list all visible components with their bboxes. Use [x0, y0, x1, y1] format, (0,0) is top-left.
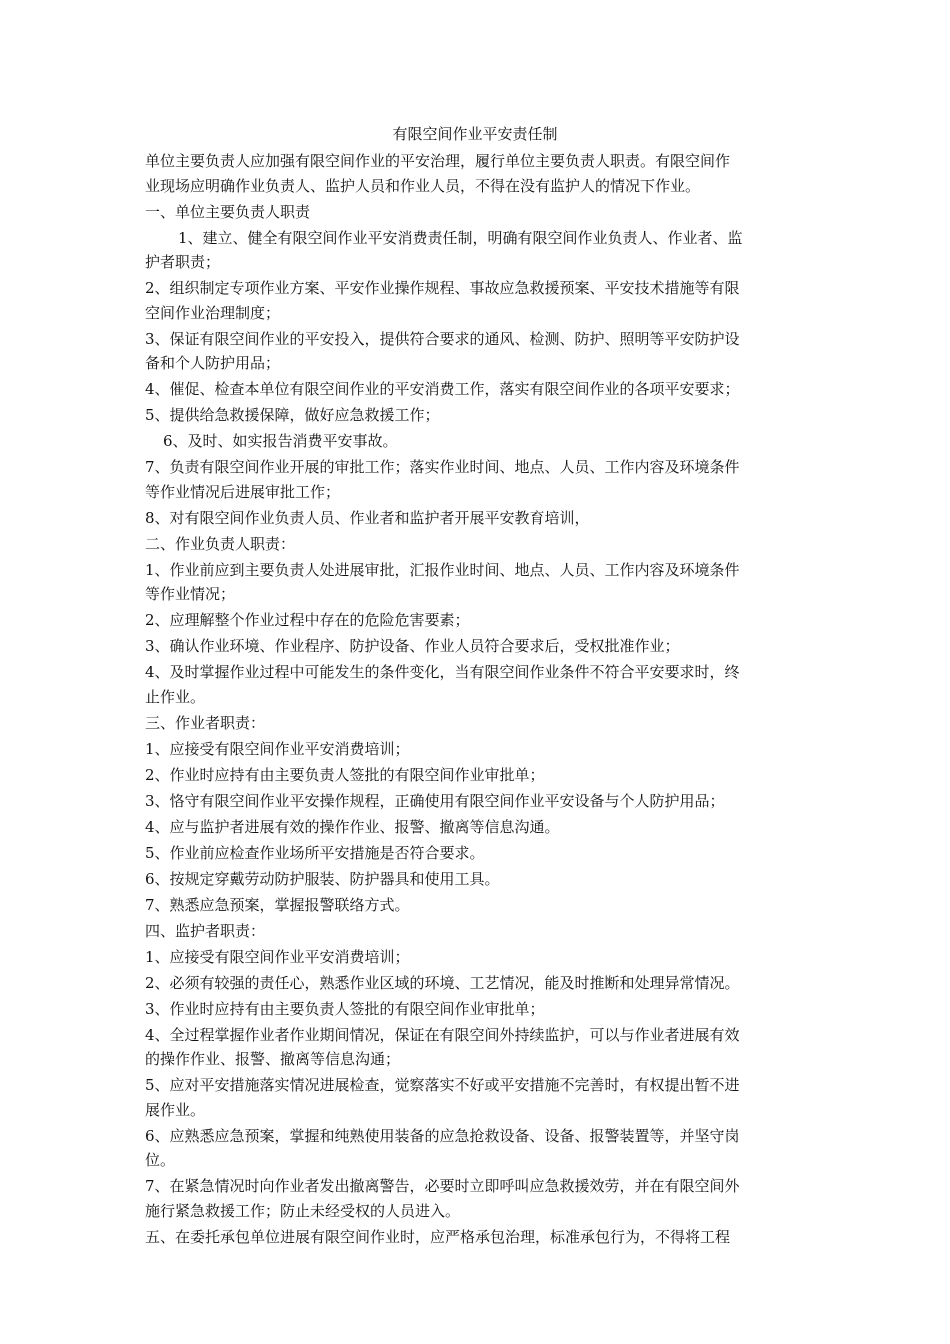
paragraph-line: 展作业。: [145, 1100, 206, 1119]
paragraph-line: 4、应与监护者进展有效的操作作业、报警、撤离等信息沟通。: [145, 817, 560, 836]
paragraph-line: 等作业情况；: [145, 585, 236, 603]
paragraph-line: 7、熟悉应急预案，掌握报警联络方式。: [145, 895, 410, 914]
paragraph-line: 8、对有限空间作业负责人员、作业者和监护者开展平安教育培训，: [145, 508, 590, 527]
paragraph-line: 2、作业时应持有由主要负责人签批的有限空间作业审批单；: [145, 765, 545, 784]
paragraph-line: 5、应对平安措施落实情况进展检查，觉察落实不好或平安措施不完善时，有权提出暂不进: [145, 1076, 740, 1094]
paragraph-line: 位。: [145, 1151, 176, 1169]
paragraph-line: 6、应熟悉应急预案，掌握和纯熟使用装备的应急抢救设备、设备、报警装置等，并坚守岗: [145, 1126, 740, 1145]
paragraph-line: 4、全过程掌握作业者作业期间情况，保证在有限空间外持续监护，可以与作业者进展有效: [145, 1025, 740, 1044]
paragraph-line: 2、应理解整个作业过程中存在的危险危害要素；: [145, 611, 470, 629]
paragraph-line: 单位主要负责人应加强有限空间作业的平安治理，履行单位主要负责人职责。有限空间作: [145, 152, 731, 170]
paragraph-line: 6、及时、如实报告消费平安事故。: [163, 432, 398, 450]
paragraph-line: 2、必须有较强的责任心，熟悉作业区域的环境、工艺情况，能及时推断和处理异常情况。: [145, 973, 740, 992]
paragraph-line: 7、在紧急情况时向作业者发出撤离警告，必要时立即呼叫应急救援效劳，并在有限空间外: [145, 1177, 740, 1195]
paragraph-line: 4、及时掌握作业过程中可能发生的条件变化，当有限空间作业条件不符合平安要求时，终: [145, 663, 740, 681]
paragraph-line: 3、确认作业环境、作业程序、防护设备、作业人员符合要求后，受权批准作业；: [145, 637, 680, 655]
paragraph-line: 1、应接受有限空间作业平安消费培训；: [145, 947, 410, 966]
paragraph-line: 空间作业治理制度；: [145, 303, 281, 322]
paragraph-line: 7、负责有限空间作业开展的审批工作；落实作业时间、地点、人员、工作内容及环境条件: [145, 458, 740, 476]
paragraph-line: 3、作业时应持有由主要负责人签批的有限空间作业审批单；: [145, 999, 545, 1018]
paragraph-line: 施行紧急救援工作；防止未经受权的人员进入。: [145, 1201, 461, 1220]
paragraph-line: 1、应接受有限空间作业平安消费培训；: [145, 739, 410, 758]
document-title: 有限空间作业平安责任制: [392, 125, 558, 143]
paragraph-line: 一、单位主要负责人职责: [145, 202, 311, 221]
paragraph-line: 业现场应明确作业负责人、监护人员和作业人员，不得在没有监护人的情况下作业。: [145, 176, 701, 195]
paragraph-line: 6、按规定穿戴劳动防护服装、防护器具和使用工具。: [145, 869, 500, 888]
paragraph-line: 止作业。: [145, 687, 206, 706]
paragraph-line: 4、催促、检查本单位有限空间作业的平安消费工作，落实有限空间作业的各项平安要求；: [145, 380, 740, 398]
paragraph-line: 5、提供给急救援保障，做好应急救援工作；: [145, 406, 440, 424]
paragraph-line: 5、作业前应检查作业场所平安措施是否符合要求。: [145, 843, 485, 862]
document-body: [145, 149, 810, 1251]
paragraph-line: 四、监护者职责：: [145, 921, 266, 940]
paragraph-line: 1、作业前应到主要负责人处进展审批，汇报作业时间、地点、人员、工作内容及环境条件: [145, 560, 740, 579]
paragraph-line: 2、组织制定专项作业方案、平安作业操作规程、事故应急救援预案、平安技术措施等有限: [145, 279, 740, 297]
paragraph-line: 五、在委托承包单位进展有限空间作业时，应严格承包治理，标准承包行为，不得将工程: [145, 1227, 731, 1246]
paragraph-line: 二、作业负责人职责：: [145, 534, 296, 553]
paragraph-line: 的操作作业、报警、撤离等信息沟通；: [145, 1050, 401, 1068]
paragraph-line: 等作业情况后进展审批工作；: [145, 482, 341, 501]
paragraph-line: 三、作业者职责：: [145, 713, 266, 732]
paragraph-line: 3、保证有限空间作业的平安投入，提供符合要求的通风、检测、防护、照明等平安防护设: [145, 329, 740, 348]
paragraph-line: 1、建立、健全有限空间作业平安消费责任制，明确有限空间作业负责人、作业者、监: [178, 228, 743, 247]
paragraph-line: 3、恪守有限空间作业平安操作规程，正确使用有限空间作业平安设备与个人防护用品；: [145, 791, 725, 810]
paragraph-line: 备和个人防护用品；: [145, 354, 281, 372]
paragraph-line: 护者职责；: [145, 253, 221, 271]
